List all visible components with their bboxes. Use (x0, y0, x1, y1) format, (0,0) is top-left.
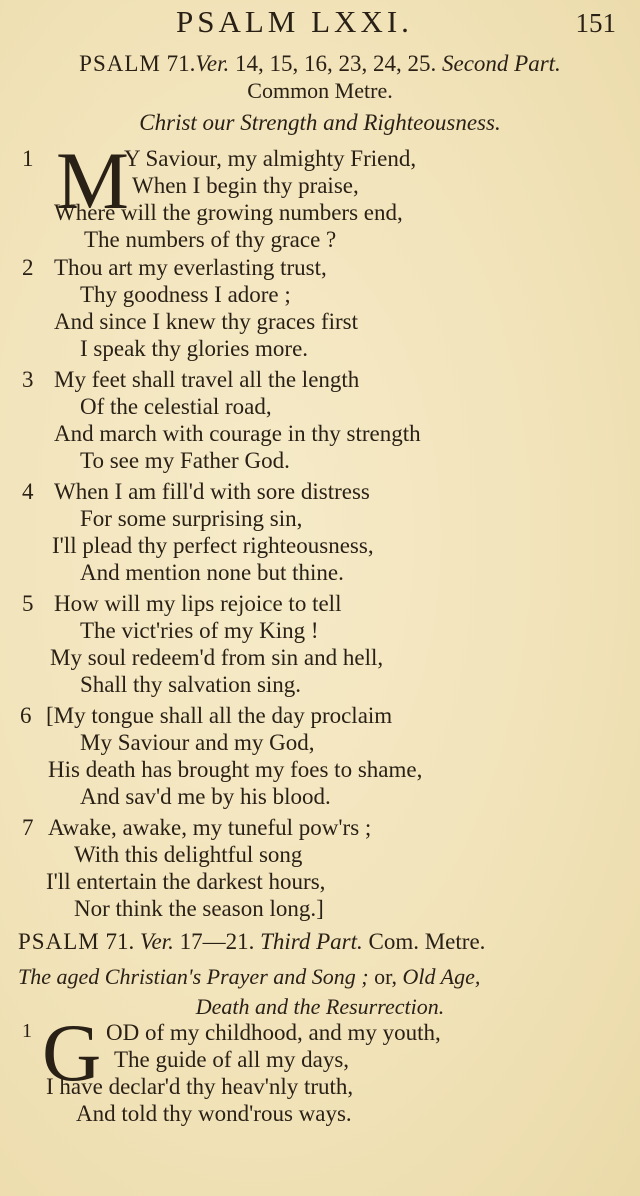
part2-subject: Christ our Strength and Righteousness. (139, 110, 501, 135)
verse-line: Nor think the season long.] (74, 896, 324, 921)
verse-line: His death has brought my foes to shame, (48, 757, 423, 782)
verse-line: The guide of all my days, (114, 1047, 350, 1072)
verse-line: For some surprising sin, (80, 506, 303, 531)
drop-cap: G (42, 1007, 102, 1098)
stanza-number: 4 (22, 479, 34, 504)
verse-line: Of the celestial road, (80, 394, 272, 419)
verse-line: And since I knew thy graces first (54, 309, 359, 334)
verse-line: And told thy wond'rous ways. (76, 1101, 352, 1126)
verse-line: Y Saviour, my almighty Friend, (124, 146, 417, 171)
part3-subject-line2: Death and the Resurrection. (195, 994, 445, 1019)
verse-line: And sav'd me by his blood. (80, 784, 331, 809)
verse-line: When I am fill'd with sore distress (54, 479, 370, 504)
verse-line: My Saviour and my God, (80, 730, 315, 755)
part2-metre: Common Metre. (247, 78, 393, 103)
verse-line: [My tongue shall all the day proclaim (46, 703, 393, 728)
running-head (0, 4, 640, 44)
stanza-number: 2 (22, 255, 34, 280)
verse-line: The vict'ries of my King ! (80, 618, 319, 643)
verse-line: And mention none but thine. (80, 560, 344, 585)
stanza-number: 3 (22, 367, 34, 392)
verse-line: And march with courage in thy strength (54, 421, 421, 446)
stanza-number: 1 (22, 1020, 32, 1042)
verse-line: With this delightful song (74, 842, 303, 867)
verse-line: I'll entertain the darkest hours, (46, 869, 326, 894)
verse-line: I'll plead thy perfect righteousness, (52, 533, 374, 558)
verse-line: Shall thy salvation sing. (80, 672, 302, 697)
verse-line: Where will the growing numbers end, (54, 200, 403, 225)
verse-line: When I begin thy praise, (132, 173, 359, 198)
verse-line: Thou art my everlasting trust, (54, 255, 327, 280)
stanza-number: 1 (22, 146, 34, 171)
part2-heading-block (0, 50, 640, 138)
stanza-number: 6 (20, 703, 32, 728)
page-number: 151 (575, 8, 616, 38)
verse-line: Thy goodness I adore ; (80, 282, 291, 307)
verse-line: The numbers of thy grace ? (84, 227, 337, 252)
verse-line: My feet shall travel all the length (54, 367, 360, 392)
stanza-number: 7 (22, 815, 34, 840)
verse-line: How will my lips rejoice to tell (54, 591, 342, 616)
verse-line: Awake, awake, my tuneful pow'rs ; (48, 815, 372, 840)
part2-heading: PSALM 71.Ver. 14, 15, 16, 23, 24, 25. Second Part. (79, 51, 561, 76)
running-title: PSALM LXXI. (176, 4, 413, 39)
stanza-number: 5 (22, 591, 34, 616)
verse-line: To see my Father God. (80, 448, 290, 473)
part3-heading: PSALM 71. Ver. 17—21. Third Part. Com. Metre. (18, 929, 486, 954)
verse-line: My soul redeem'd from sin and hell, (50, 645, 384, 670)
verse-line: I have declar'd thy heav'nly truth, (46, 1074, 354, 1099)
verse-line: I speak thy glories more. (80, 336, 309, 361)
drop-cap: M (56, 135, 129, 226)
part3-subject-line1: The aged Christian's Prayer and Song ; or, Old Age, (18, 964, 481, 989)
verse-line: OD of my childhood, and my youth, (106, 1020, 441, 1045)
